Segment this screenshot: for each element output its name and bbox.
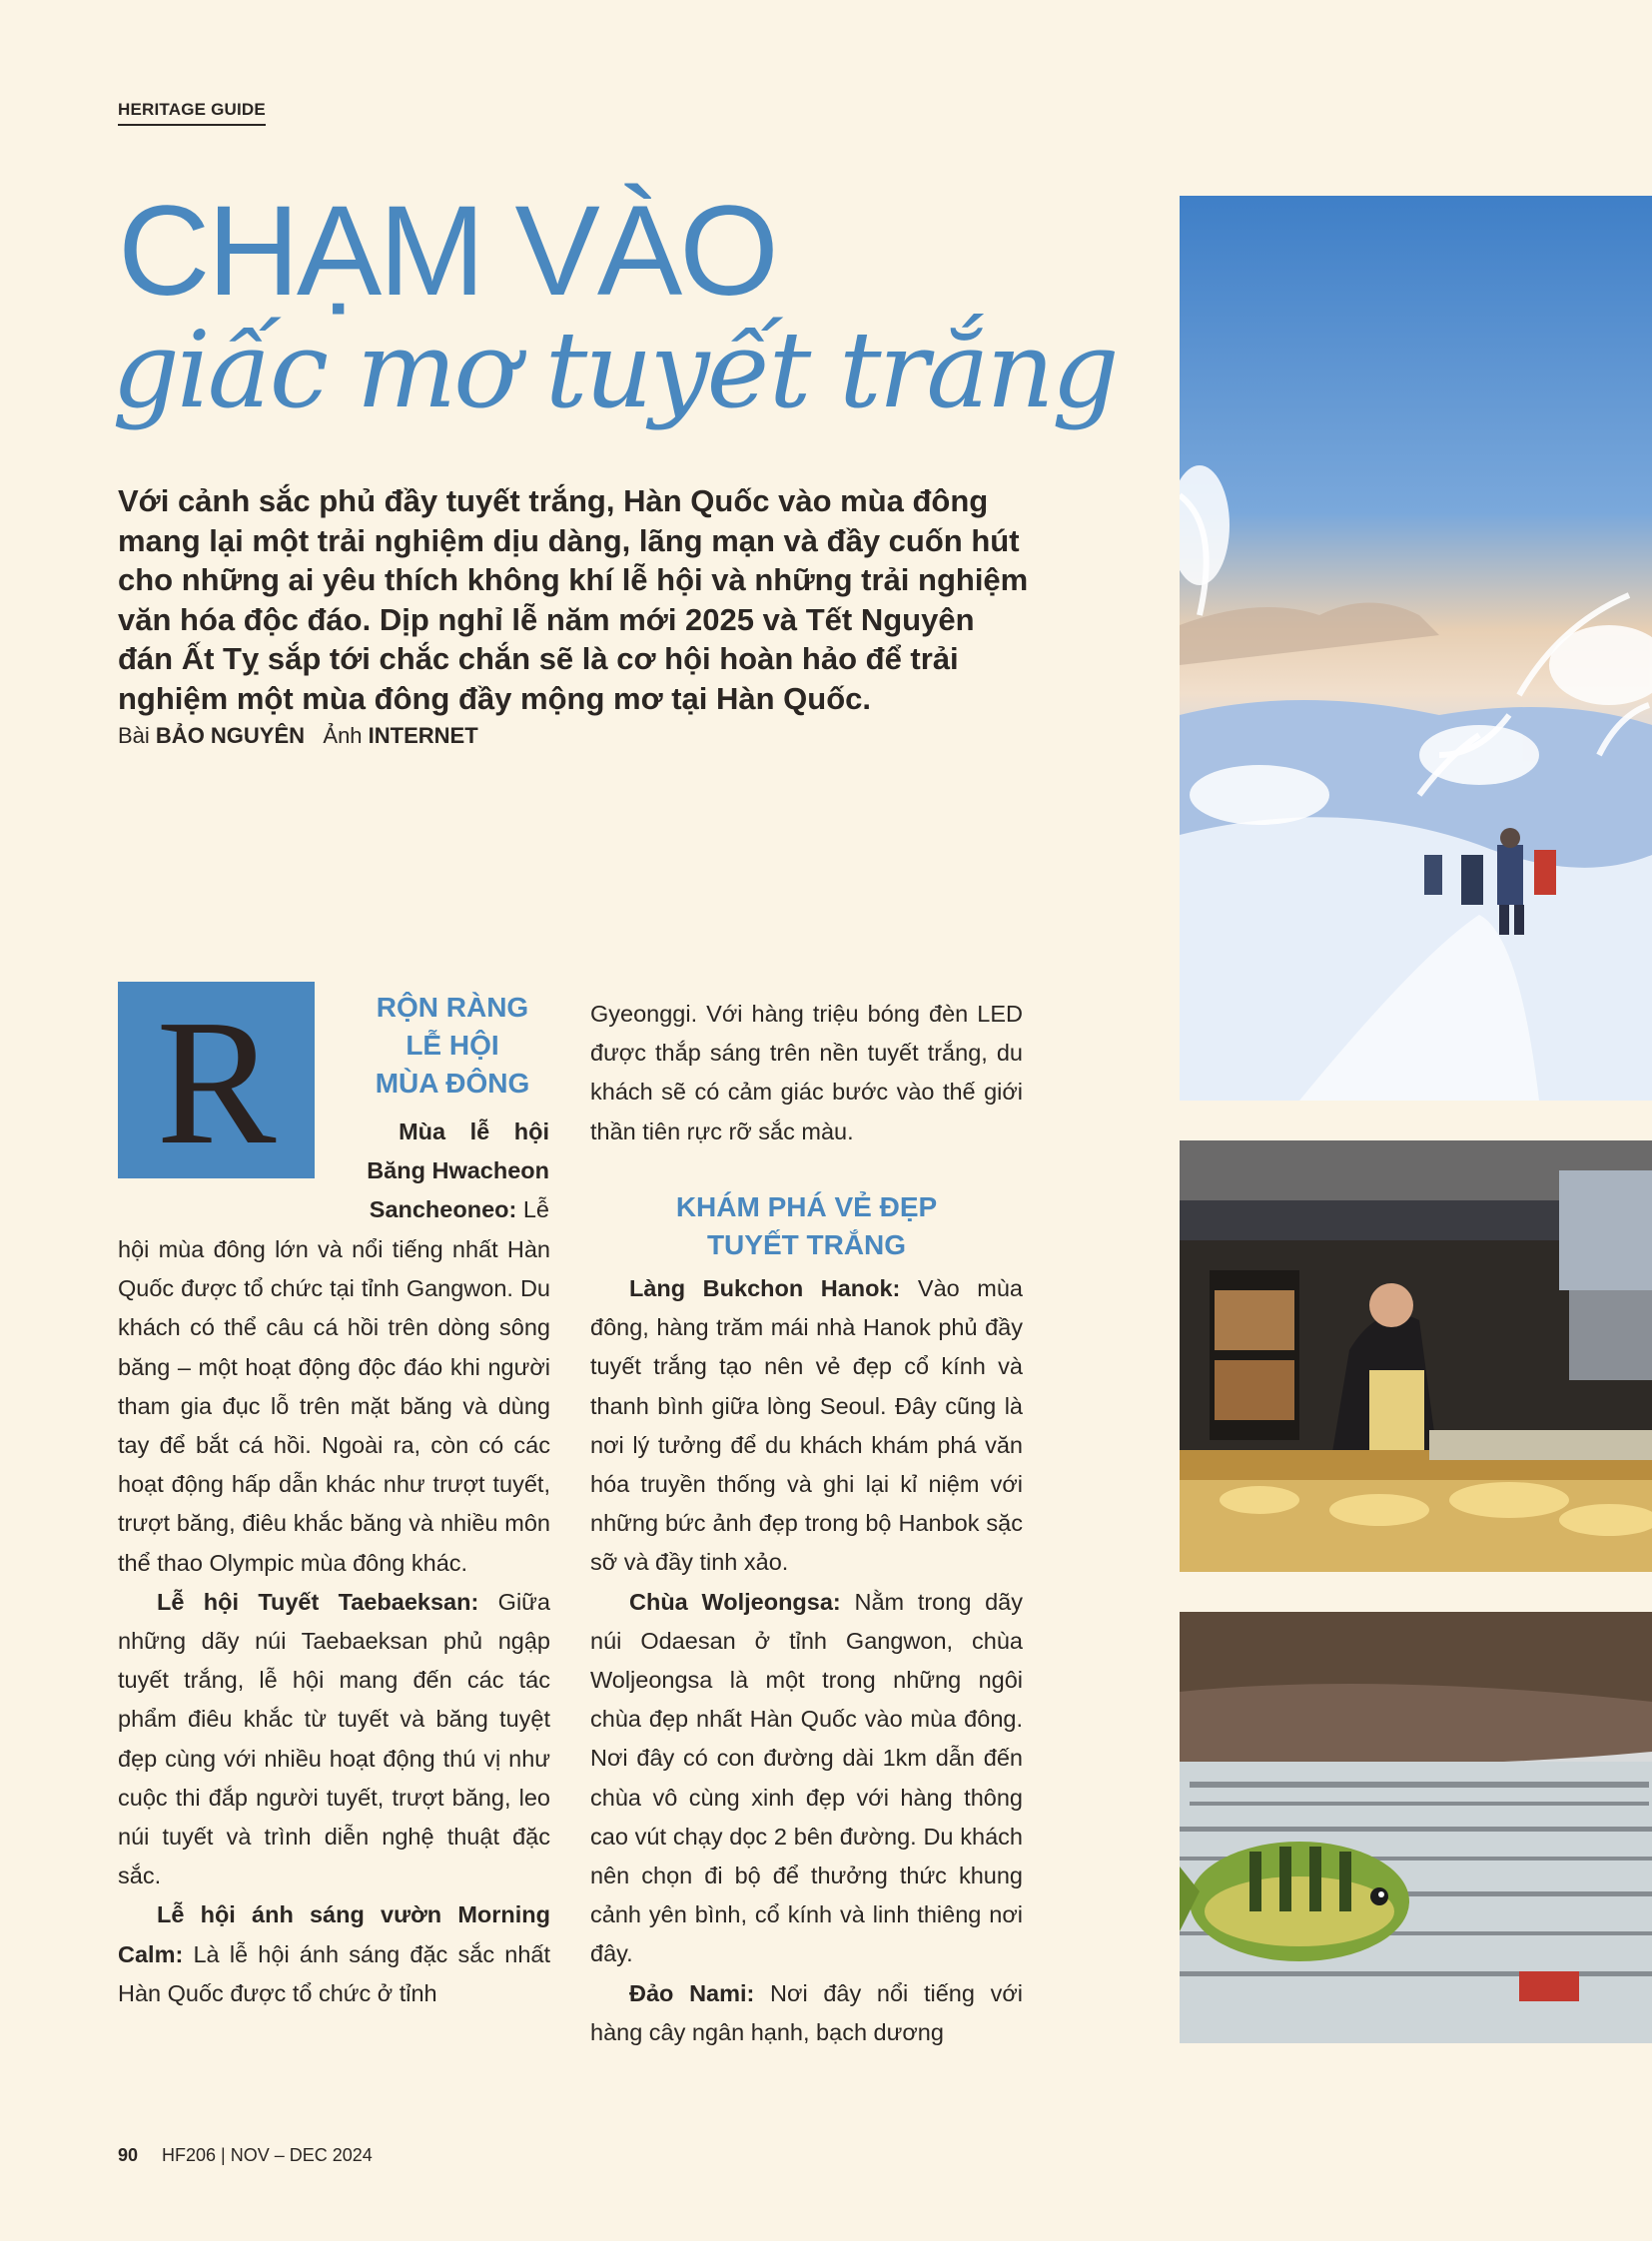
- col2-paragraph-1-body: Vào mùa đông, hàng trăm mái nhà Hanok phủ đầy tuyết trắng tạo nên vẻ đẹp cổ kính và thanh bình giữa lòng Seoul. Đây cũng là nơi lý tưởng để du khách khám phá văn hóa truyền thống và ghi lại kỉ niệm với những bức ảnh đẹp trong bộ Hanbok sặc sỡ và đầy tinh xảo.: [590, 1275, 1023, 1576]
- article-title: CHẠM VÀO: [118, 180, 776, 323]
- col1-lead-line-3-rest: Lễ: [516, 1196, 549, 1223]
- section-heading-1-line-1: RỘN RÀNG: [376, 992, 529, 1023]
- col2-paragraph-3-body: Nơi đây nổi tiếng với hàng cây ngân hạnh, bạch dương: [590, 1979, 1023, 2045]
- col1-lead-line-2: Băng Hwacheon: [367, 1157, 549, 1184]
- col2-paragraph-0: Gyeonggi. Với hàng triệu bóng đèn LED được thắp sáng trên nền tuyết trắng, du khách sẽ có cảm giác bước vào thế giới thần tiên rực rỡ sắc màu.: [590, 1001, 1023, 1144]
- byline-photo-credit: INTERNET: [368, 723, 478, 748]
- issue-info: HF206 | NOV – DEC 2024: [162, 2145, 373, 2165]
- col1-lead-line-1: Mùa lễ hội: [399, 1119, 549, 1144]
- photo-ice-festival: [1180, 1612, 1652, 2043]
- photo-snowy-mountain: [1180, 196, 1652, 1101]
- col1-paragraph-1: hội mùa đông lớn và nổi tiếng nhất Hàn Quốc được tổ chức tại tỉnh Gangwon. Du khách có thể câu cá hồi trên dòng sông băng – một hoạt động độc đáo khi người tham gia đục lỗ trên mặt băng và dùng tay để bắt cá hồi. Ngoài ra, còn có các hoạt động hấp dẫn khác như trượt tuyết, trượt băng, điêu khắc băng và nhiều môn thể thao Olympic mùa đông khác.: [118, 1236, 550, 1576]
- byline: [118, 723, 478, 749]
- page-number: 90: [118, 2145, 139, 2165]
- section-heading-2-line-2: TUYẾT TRẮNG: [706, 1229, 907, 1260]
- column-1-narrow: [354, 1113, 549, 1230]
- market-stall-illustration: [1180, 1140, 1652, 1572]
- col2-paragraph-2-body: Nằm trong dãy núi Odaesan ở tỉnh Gangwon, chùa Woljeongsa là một trong những ngôi chùa đẹp nhất Hàn Quốc vào mùa đông. Nơi đây có con đường dài 1km dẫn đến chùa vô cùng xinh đẹp với hàng thông cao vút chạy dọc 2 bên đường. Du khách nên chọn đi bộ để thưởng thức khung cảnh yên bình, cổ kính và linh thiêng nơi đây.: [590, 1588, 1024, 1967]
- section-heading-1: [338, 989, 567, 1103]
- column-2-top: [590, 995, 1023, 1151]
- section-heading-2: [590, 1188, 1023, 1264]
- photo-market-stall: [1180, 1140, 1652, 1572]
- byline-text-label: Bài: [118, 723, 150, 748]
- ice-festival-illustration: [1180, 1612, 1652, 2043]
- page-footer: [118, 2145, 373, 2166]
- col1-paragraph-3-lead: Lễ hội ánh sáng vườn Morning Calm:: [118, 1901, 550, 1967]
- col2-paragraph-2: [590, 1583, 1023, 1974]
- section-label: HERITAGE GUIDE: [118, 100, 266, 126]
- byline-author: BẢO NGUYÊN: [155, 723, 306, 748]
- col2-paragraph-1: [590, 1269, 1023, 1583]
- col1-paragraph-3: [118, 1895, 550, 2013]
- col1-paragraph-3-body: Là lễ hội ánh sáng đặc sắc nhất Hàn Quốc được tổ chức ở tỉnh: [118, 1940, 550, 2006]
- col1-paragraph-2-lead: Lễ hội Tuyết Taebaeksan:: [157, 1588, 479, 1615]
- col2-paragraph-3: [590, 1974, 1023, 2052]
- section-heading-1-line-2: LỄ HỘI: [406, 1030, 499, 1061]
- section-heading-2-line-1: KHÁM PHÁ VẺ ĐẸP: [675, 1191, 938, 1222]
- col2-paragraph-2-lead: Chùa Woljeongsa:: [629, 1588, 841, 1615]
- column-2-body: [590, 1269, 1023, 2052]
- article-subtitle: giấc mơ tuyết trắng: [112, 309, 1117, 431]
- drop-cap-letter: R: [156, 982, 277, 1181]
- drop-cap: [118, 982, 315, 1181]
- col2-paragraph-3-lead: Đảo Nami:: [629, 1979, 755, 2006]
- col1-paragraph-2: [118, 1583, 550, 1896]
- col1-lead-line-3-bold: Sancheoneo:: [369, 1196, 517, 1223]
- byline-photo-label: Ảnh: [323, 723, 363, 748]
- col2-paragraph-1-lead: Làng Bukchon Hanok:: [629, 1275, 901, 1301]
- lead-paragraph: Với cảnh sắc phủ đầy tuyết trắng, Hàn Quốc vào mùa đông mang lại một trải nghiệm dịu dàng, lãng mạn và đầy cuốn hút cho những ai yêu thích không khí lễ hội và những trải nghiệm văn hóa độc đáo. Dịp nghỉ lễ năm mới 2025 và Tết Nguyên đán Ất Tỵ sắp tới chắc chắn sẽ là cơ hội hoàn hảo để trải nghiệm một mùa đông đầy mộng mơ tại Hàn Quốc.: [118, 483, 1029, 716]
- column-1-body: [118, 1230, 550, 2013]
- section-heading-1-line-3: MÙA ĐÔNG: [375, 1068, 530, 1099]
- col1-paragraph-2-body: Giữa những dãy núi Taebaeksan phủ ngập tuyết trắng, lễ hội mang đến các tác phẩm điêu khắc từ tuyết và băng tuyệt đẹp cùng với nhiều hoạt động thú vị như cuộc thi đắp người tuyết, trượt băng, leo núi tuyết và trình diễn nghệ thuật đặc sắc.: [118, 1588, 550, 1889]
- snowy-mountain-illustration: [1180, 196, 1652, 1101]
